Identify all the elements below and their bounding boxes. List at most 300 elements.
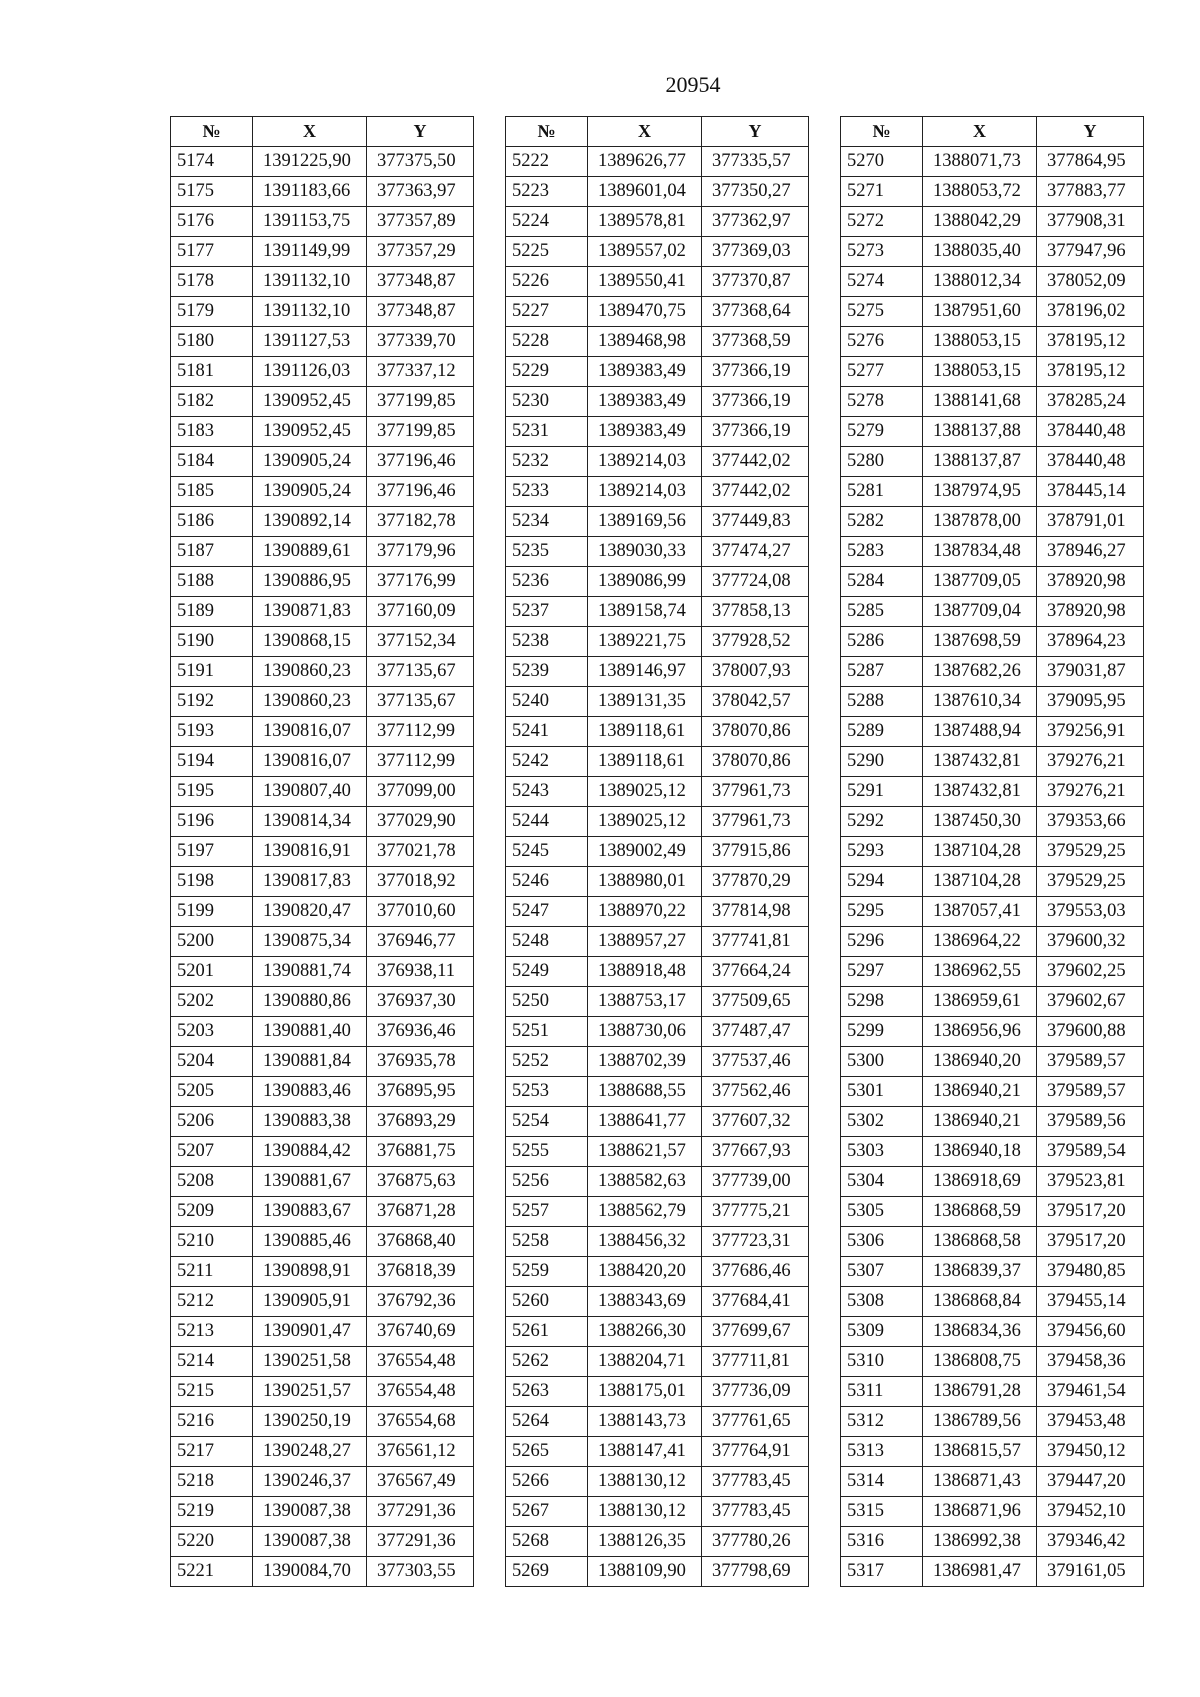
table-row	[171, 1407, 474, 1437]
table-row	[506, 807, 809, 837]
x-coordinate-cell: 1389468,98	[588, 327, 702, 357]
y-coordinate-cell: 376567,49	[367, 1467, 474, 1497]
x-coordinate-cell: 1386868,59	[923, 1197, 1037, 1227]
point-number-cell: 5190	[171, 627, 253, 657]
point-number-cell: 5279	[841, 417, 923, 447]
table-row	[171, 1227, 474, 1257]
y-coordinate-cell: 378920,98	[1037, 597, 1144, 627]
y-coordinate-cell: 379602,25	[1037, 957, 1144, 987]
page-number: 20954	[665, 72, 721, 97]
table-row	[841, 477, 1144, 507]
table-row	[506, 867, 809, 897]
y-coordinate-cell: 377684,41	[702, 1287, 809, 1317]
table-row	[171, 1077, 474, 1107]
x-coordinate-cell: 1387104,28	[923, 837, 1037, 867]
point-number-cell: 5278	[841, 387, 923, 417]
column-header-number: №	[171, 117, 253, 147]
x-coordinate-cell: 1390868,15	[253, 627, 367, 657]
table-row	[506, 1167, 809, 1197]
table-row	[841, 837, 1144, 867]
y-coordinate-cell: 379553,03	[1037, 897, 1144, 927]
table-row	[841, 897, 1144, 927]
y-coordinate-cell: 377858,13	[702, 597, 809, 627]
point-number-cell: 5300	[841, 1047, 923, 1077]
x-coordinate-cell: 1390889,61	[253, 537, 367, 567]
y-coordinate-cell: 378440,48	[1037, 447, 1144, 477]
table-row	[506, 1317, 809, 1347]
y-coordinate-cell: 377775,21	[702, 1197, 809, 1227]
table-row	[171, 957, 474, 987]
point-number-cell: 5224	[506, 207, 588, 237]
y-coordinate-cell: 379447,20	[1037, 1467, 1144, 1497]
table-row	[841, 327, 1144, 357]
x-coordinate-cell: 1387450,30	[923, 807, 1037, 837]
column-header-y: Y	[1037, 117, 1144, 147]
point-number-cell: 5233	[506, 477, 588, 507]
table-row	[171, 717, 474, 747]
point-number-cell: 5255	[506, 1137, 588, 1167]
y-coordinate-cell: 376561,12	[367, 1437, 474, 1467]
y-coordinate-cell: 377947,96	[1037, 237, 1144, 267]
table-row	[506, 1527, 809, 1557]
table-row	[841, 627, 1144, 657]
table-row	[171, 327, 474, 357]
table-row	[171, 747, 474, 777]
point-number-cell: 5198	[171, 867, 253, 897]
table-row	[506, 297, 809, 327]
y-coordinate-cell: 377739,00	[702, 1167, 809, 1197]
table-row	[841, 1437, 1144, 1467]
table-row	[506, 477, 809, 507]
point-number-cell: 5245	[506, 837, 588, 867]
y-coordinate-cell: 379480,85	[1037, 1257, 1144, 1287]
y-coordinate-cell: 378195,12	[1037, 357, 1144, 387]
point-number-cell: 5310	[841, 1347, 923, 1377]
table-row	[171, 477, 474, 507]
y-coordinate-cell: 378052,09	[1037, 267, 1144, 297]
x-coordinate-cell: 1388126,35	[588, 1527, 702, 1557]
point-number-cell: 5230	[506, 387, 588, 417]
x-coordinate-cell: 1387488,94	[923, 717, 1037, 747]
x-coordinate-cell: 1390905,24	[253, 477, 367, 507]
point-number-cell: 5195	[171, 777, 253, 807]
point-number-cell: 5199	[171, 897, 253, 927]
table-row	[841, 1047, 1144, 1077]
y-coordinate-cell: 377741,81	[702, 927, 809, 957]
point-number-cell: 5304	[841, 1167, 923, 1197]
table-row	[841, 987, 1144, 1017]
y-coordinate-cell: 377135,67	[367, 687, 474, 717]
point-number-cell: 5259	[506, 1257, 588, 1287]
y-coordinate-cell: 376938,11	[367, 957, 474, 987]
point-number-cell: 5290	[841, 747, 923, 777]
x-coordinate-cell: 1387951,60	[923, 297, 1037, 327]
point-number-cell: 5269	[506, 1557, 588, 1587]
x-coordinate-cell: 1386956,96	[923, 1017, 1037, 1047]
table-row	[841, 177, 1144, 207]
point-number-cell: 5208	[171, 1167, 253, 1197]
y-coordinate-cell: 377357,89	[367, 207, 474, 237]
y-coordinate-cell: 379517,20	[1037, 1227, 1144, 1257]
x-coordinate-cell: 1390251,58	[253, 1347, 367, 1377]
y-coordinate-cell: 377112,99	[367, 747, 474, 777]
point-number-cell: 5186	[171, 507, 253, 537]
table-row	[506, 1047, 809, 1077]
table-row	[171, 447, 474, 477]
y-coordinate-cell: 376554,48	[367, 1377, 474, 1407]
table-row	[841, 237, 1144, 267]
y-coordinate-cell: 377021,78	[367, 837, 474, 867]
point-number-cell: 5211	[171, 1257, 253, 1287]
point-number-cell: 5203	[171, 1017, 253, 1047]
x-coordinate-cell: 1386964,22	[923, 927, 1037, 957]
x-coordinate-cell: 1387057,41	[923, 897, 1037, 927]
table-row	[171, 1197, 474, 1227]
point-number-cell: 5212	[171, 1287, 253, 1317]
point-number-cell: 5216	[171, 1407, 253, 1437]
y-coordinate-cell: 379589,57	[1037, 1077, 1144, 1107]
point-number-cell: 5189	[171, 597, 253, 627]
y-coordinate-cell: 378196,02	[1037, 297, 1144, 327]
point-number-cell: 5187	[171, 537, 253, 567]
y-coordinate-cell: 377487,47	[702, 1017, 809, 1047]
y-coordinate-cell: 377667,93	[702, 1137, 809, 1167]
y-coordinate-cell: 377961,73	[702, 807, 809, 837]
point-number-cell: 5315	[841, 1497, 923, 1527]
table-row	[171, 417, 474, 447]
table-row	[171, 1497, 474, 1527]
table-row	[171, 237, 474, 267]
table-row	[171, 657, 474, 687]
y-coordinate-cell: 376868,40	[367, 1227, 474, 1257]
point-number-cell: 5241	[506, 717, 588, 747]
table-row	[841, 297, 1144, 327]
x-coordinate-cell: 1388730,06	[588, 1017, 702, 1047]
y-coordinate-cell: 377339,70	[367, 327, 474, 357]
y-coordinate-cell: 379461,54	[1037, 1377, 1144, 1407]
y-coordinate-cell: 377761,65	[702, 1407, 809, 1437]
x-coordinate-cell: 1389118,61	[588, 747, 702, 777]
y-coordinate-cell: 379353,66	[1037, 807, 1144, 837]
table-row	[171, 1437, 474, 1467]
x-coordinate-cell: 1387834,48	[923, 537, 1037, 567]
x-coordinate-cell: 1388137,88	[923, 417, 1037, 447]
y-coordinate-cell: 377908,31	[1037, 207, 1144, 237]
y-coordinate-cell: 378195,12	[1037, 327, 1144, 357]
x-coordinate-cell: 1390881,74	[253, 957, 367, 987]
x-coordinate-cell: 1386871,96	[923, 1497, 1037, 1527]
x-coordinate-cell: 1388137,87	[923, 447, 1037, 477]
y-coordinate-cell: 379256,91	[1037, 717, 1144, 747]
point-number-cell: 5277	[841, 357, 923, 387]
table-row	[506, 207, 809, 237]
table-row	[171, 1047, 474, 1077]
y-coordinate-cell: 377196,46	[367, 447, 474, 477]
table-row	[506, 597, 809, 627]
coordinates-table-3	[840, 116, 1144, 1587]
x-coordinate-cell: 1390820,47	[253, 897, 367, 927]
point-number-cell: 5223	[506, 177, 588, 207]
y-coordinate-cell: 377362,97	[702, 207, 809, 237]
y-coordinate-cell: 378440,48	[1037, 417, 1144, 447]
x-coordinate-cell: 1391126,03	[253, 357, 367, 387]
point-number-cell: 5276	[841, 327, 923, 357]
coordinates-table-2	[505, 116, 809, 1587]
x-coordinate-cell: 1388143,73	[588, 1407, 702, 1437]
point-number-cell: 5231	[506, 417, 588, 447]
table-row	[171, 147, 474, 177]
table-row	[841, 1497, 1144, 1527]
y-coordinate-cell: 377864,95	[1037, 147, 1144, 177]
x-coordinate-cell: 1390250,19	[253, 1407, 367, 1437]
column-header-x: X	[588, 117, 702, 147]
table-row	[171, 507, 474, 537]
point-number-cell: 5176	[171, 207, 253, 237]
table-row	[171, 1527, 474, 1557]
table-row	[841, 1467, 1144, 1497]
point-number-cell: 5260	[506, 1287, 588, 1317]
x-coordinate-cell: 1388456,32	[588, 1227, 702, 1257]
table-row	[841, 747, 1144, 777]
table-row	[841, 1257, 1144, 1287]
table-row	[506, 1017, 809, 1047]
y-coordinate-cell: 377291,36	[367, 1527, 474, 1557]
x-coordinate-cell: 1389383,49	[588, 357, 702, 387]
point-number-cell: 5252	[506, 1047, 588, 1077]
y-coordinate-cell: 377375,50	[367, 147, 474, 177]
point-number-cell: 5286	[841, 627, 923, 657]
header-row	[506, 117, 809, 147]
x-coordinate-cell: 1386992,38	[923, 1527, 1037, 1557]
x-coordinate-cell: 1389118,61	[588, 717, 702, 747]
point-number-cell: 5297	[841, 957, 923, 987]
table-row	[841, 1287, 1144, 1317]
y-coordinate-cell: 377368,64	[702, 297, 809, 327]
x-coordinate-cell: 1389626,77	[588, 147, 702, 177]
y-coordinate-cell: 377724,08	[702, 567, 809, 597]
y-coordinate-cell: 376792,36	[367, 1287, 474, 1317]
point-number-cell: 5215	[171, 1377, 253, 1407]
table-row	[841, 867, 1144, 897]
y-coordinate-cell: 377509,65	[702, 987, 809, 1017]
y-coordinate-cell: 377199,85	[367, 387, 474, 417]
y-coordinate-cell: 376871,28	[367, 1197, 474, 1227]
x-coordinate-cell: 1388141,68	[923, 387, 1037, 417]
table-row	[171, 897, 474, 927]
x-coordinate-cell: 1388688,55	[588, 1077, 702, 1107]
x-coordinate-cell: 1386959,61	[923, 987, 1037, 1017]
y-coordinate-cell: 377182,78	[367, 507, 474, 537]
table-row	[841, 1077, 1144, 1107]
x-coordinate-cell: 1387709,04	[923, 597, 1037, 627]
point-number-cell: 5244	[506, 807, 588, 837]
x-coordinate-cell: 1387974,95	[923, 477, 1037, 507]
x-coordinate-cell: 1390860,23	[253, 657, 367, 687]
y-coordinate-cell: 377199,85	[367, 417, 474, 447]
point-number-cell: 5270	[841, 147, 923, 177]
table-row	[841, 1227, 1144, 1257]
y-coordinate-cell: 377711,81	[702, 1347, 809, 1377]
x-coordinate-cell: 1389086,99	[588, 567, 702, 597]
x-coordinate-cell: 1386791,28	[923, 1377, 1037, 1407]
table-row	[506, 987, 809, 1017]
point-number-cell: 5301	[841, 1077, 923, 1107]
y-coordinate-cell: 376875,63	[367, 1167, 474, 1197]
point-number-cell: 5287	[841, 657, 923, 687]
table-row	[841, 207, 1144, 237]
y-coordinate-cell: 377368,59	[702, 327, 809, 357]
point-number-cell: 5258	[506, 1227, 588, 1257]
x-coordinate-cell: 1389158,74	[588, 597, 702, 627]
point-number-cell: 5293	[841, 837, 923, 867]
x-coordinate-cell: 1390898,91	[253, 1257, 367, 1287]
point-number-cell: 5312	[841, 1407, 923, 1437]
point-number-cell: 5227	[506, 297, 588, 327]
column-header-number: №	[841, 117, 923, 147]
point-number-cell: 5264	[506, 1407, 588, 1437]
x-coordinate-cell: 1386940,21	[923, 1077, 1037, 1107]
table-row	[841, 777, 1144, 807]
table-row	[506, 1437, 809, 1467]
y-coordinate-cell: 377335,57	[702, 147, 809, 177]
point-number-cell: 5200	[171, 927, 253, 957]
column-header-number: №	[506, 117, 588, 147]
x-coordinate-cell: 1391149,99	[253, 237, 367, 267]
table-row	[171, 537, 474, 567]
y-coordinate-cell: 378070,86	[702, 747, 809, 777]
x-coordinate-cell: 1389214,03	[588, 447, 702, 477]
y-coordinate-cell: 377366,19	[702, 357, 809, 387]
x-coordinate-cell: 1390084,70	[253, 1557, 367, 1587]
table-row	[506, 1227, 809, 1257]
x-coordinate-cell: 1388266,30	[588, 1317, 702, 1347]
table-row	[171, 687, 474, 717]
x-coordinate-cell: 1388204,71	[588, 1347, 702, 1377]
y-coordinate-cell: 377099,00	[367, 777, 474, 807]
y-coordinate-cell: 376937,30	[367, 987, 474, 1017]
y-coordinate-cell: 377357,29	[367, 237, 474, 267]
y-coordinate-cell: 377883,77	[1037, 177, 1144, 207]
x-coordinate-cell: 1390952,45	[253, 417, 367, 447]
y-coordinate-cell: 379589,54	[1037, 1137, 1144, 1167]
x-coordinate-cell: 1389578,81	[588, 207, 702, 237]
table-row	[841, 387, 1144, 417]
x-coordinate-cell: 1388343,69	[588, 1287, 702, 1317]
point-number-cell: 5283	[841, 537, 923, 567]
y-coordinate-cell: 379452,10	[1037, 1497, 1144, 1527]
x-coordinate-cell: 1388582,63	[588, 1167, 702, 1197]
point-number-cell: 5302	[841, 1107, 923, 1137]
table-row	[171, 177, 474, 207]
table-row	[171, 807, 474, 837]
table-row	[171, 1107, 474, 1137]
y-coordinate-cell: 376946,77	[367, 927, 474, 957]
y-coordinate-cell: 376740,69	[367, 1317, 474, 1347]
x-coordinate-cell: 1388053,15	[923, 327, 1037, 357]
y-coordinate-cell: 377442,02	[702, 477, 809, 507]
y-coordinate-cell: 379602,67	[1037, 987, 1144, 1017]
point-number-cell: 5237	[506, 597, 588, 627]
table-row	[841, 1557, 1144, 1587]
y-coordinate-cell: 379276,21	[1037, 777, 1144, 807]
point-number-cell: 5295	[841, 897, 923, 927]
point-number-cell: 5268	[506, 1527, 588, 1557]
point-number-cell: 5257	[506, 1197, 588, 1227]
table-row	[506, 387, 809, 417]
x-coordinate-cell: 1390883,67	[253, 1197, 367, 1227]
x-coordinate-cell: 1388053,15	[923, 357, 1037, 387]
point-number-cell: 5242	[506, 747, 588, 777]
y-coordinate-cell: 378285,24	[1037, 387, 1144, 417]
x-coordinate-cell: 1390880,86	[253, 987, 367, 1017]
x-coordinate-cell: 1387709,05	[923, 567, 1037, 597]
table-row	[506, 657, 809, 687]
point-number-cell: 5201	[171, 957, 253, 987]
point-number-cell: 5288	[841, 687, 923, 717]
x-coordinate-cell: 1388042,29	[923, 207, 1037, 237]
y-coordinate-cell: 377449,83	[702, 507, 809, 537]
table-row	[841, 1017, 1144, 1047]
x-coordinate-cell: 1390807,40	[253, 777, 367, 807]
x-coordinate-cell: 1388702,39	[588, 1047, 702, 1077]
x-coordinate-cell: 1390875,34	[253, 927, 367, 957]
y-coordinate-cell: 377928,52	[702, 627, 809, 657]
table-row	[506, 357, 809, 387]
point-number-cell: 5240	[506, 687, 588, 717]
y-coordinate-cell: 377537,46	[702, 1047, 809, 1077]
table-row	[171, 867, 474, 897]
point-number-cell: 5311	[841, 1377, 923, 1407]
point-number-cell: 5280	[841, 447, 923, 477]
y-coordinate-cell: 378946,27	[1037, 537, 1144, 567]
point-number-cell: 5282	[841, 507, 923, 537]
x-coordinate-cell: 1390087,38	[253, 1527, 367, 1557]
point-number-cell: 5306	[841, 1227, 923, 1257]
y-coordinate-cell: 379529,25	[1037, 867, 1144, 897]
x-coordinate-cell: 1388053,72	[923, 177, 1037, 207]
x-coordinate-cell: 1387878,00	[923, 507, 1037, 537]
column-header-y: Y	[367, 117, 474, 147]
x-coordinate-cell: 1389470,75	[588, 297, 702, 327]
point-number-cell: 5222	[506, 147, 588, 177]
table-row	[506, 627, 809, 657]
table-row	[841, 717, 1144, 747]
point-number-cell: 5232	[506, 447, 588, 477]
x-coordinate-cell: 1387104,28	[923, 867, 1037, 897]
point-number-cell: 5179	[171, 297, 253, 327]
y-coordinate-cell: 378964,23	[1037, 627, 1144, 657]
table-row	[506, 1107, 809, 1137]
x-coordinate-cell: 1386918,69	[923, 1167, 1037, 1197]
table-row	[841, 507, 1144, 537]
x-coordinate-cell: 1388130,12	[588, 1467, 702, 1497]
point-number-cell: 5303	[841, 1137, 923, 1167]
point-number-cell: 5207	[171, 1137, 253, 1167]
point-number-cell: 5213	[171, 1317, 253, 1347]
x-coordinate-cell: 1388147,41	[588, 1437, 702, 1467]
x-coordinate-cell: 1388621,57	[588, 1137, 702, 1167]
y-coordinate-cell: 377664,24	[702, 957, 809, 987]
point-number-cell: 5181	[171, 357, 253, 387]
point-number-cell: 5202	[171, 987, 253, 1017]
y-coordinate-cell: 377366,19	[702, 417, 809, 447]
point-number-cell: 5247	[506, 897, 588, 927]
x-coordinate-cell: 1390860,23	[253, 687, 367, 717]
point-number-cell: 5178	[171, 267, 253, 297]
point-number-cell: 5209	[171, 1197, 253, 1227]
y-coordinate-cell: 379276,21	[1037, 747, 1144, 777]
table-row	[171, 297, 474, 327]
